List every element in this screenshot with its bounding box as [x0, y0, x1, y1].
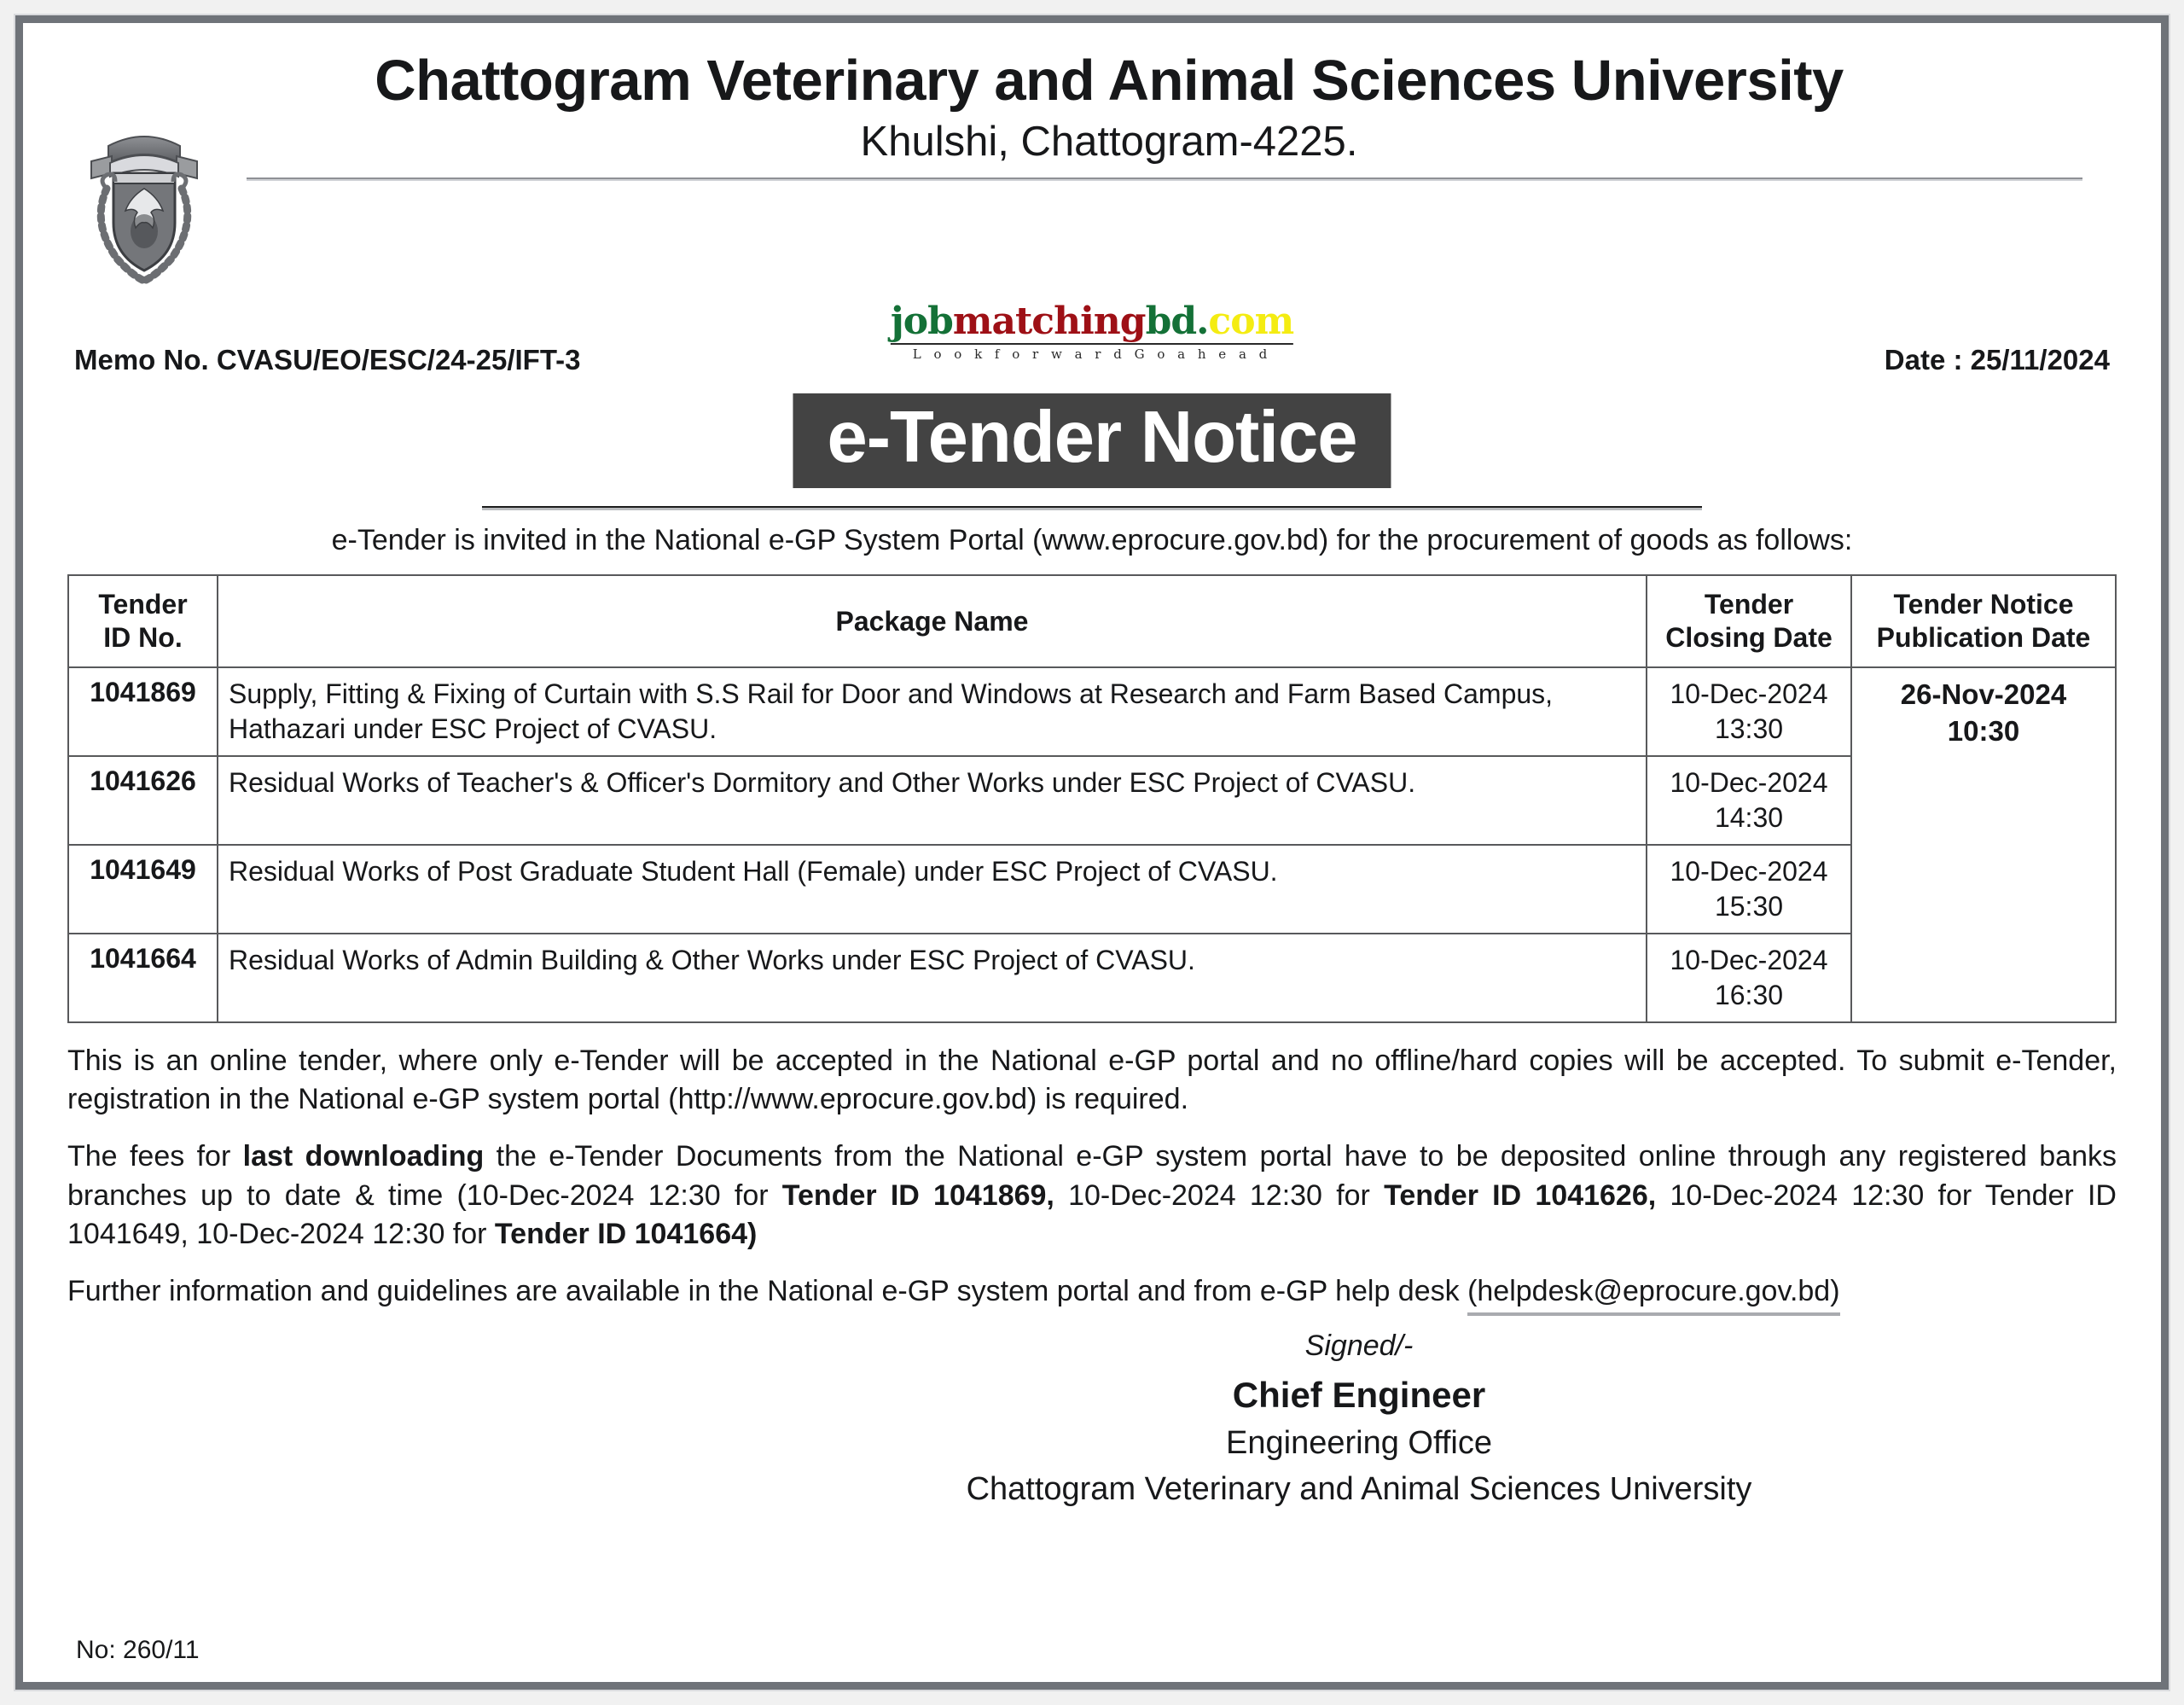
paragraph-fees [67, 1138, 2117, 1254]
cell-package-name: Supply, Fitting & Fixing of Curtain with S.S Rail for Door and Windows at Research and Farm Based Campus, Hathazari under ESC Project of CVASU. [218, 667, 1647, 756]
table-row [68, 934, 2116, 1022]
cell-package-name: Residual Works of Post Graduate Student Hall (Female) under ESC Project of CVASU. [218, 845, 1647, 934]
column-header-closing-date [1647, 575, 1851, 667]
watermark-tagline: L o o k f o r w a r d G o a h e a d [891, 343, 1293, 362]
column-header-package-name: Package Name [218, 575, 1647, 667]
notice-banner-wrap [67, 393, 2117, 513]
closing-time-value: 16:30 [1714, 979, 1784, 1010]
cell-closing-date [1647, 667, 1851, 756]
page-title: Chattogram Veterinary and Animal Sciences University [375, 49, 1844, 113]
header-line-2: Closing Date [1665, 622, 1833, 654]
signatory-office: Engineering Office [1226, 1425, 1492, 1462]
closing-time-value: 14:30 [1714, 802, 1784, 834]
watermark-part-matching: matching [952, 300, 1146, 343]
cell-package-name: Residual Works of Admin Building & Other Works under ESC Project of CVASU. [218, 934, 1647, 1022]
fees-bold-tender-id-1041626: Tender ID 1041626, [1384, 1178, 1657, 1212]
cell-package-name: Residual Works of Teacher's & Officer's Dormitory and Other Works under ESC Project of CVASU. [218, 756, 1647, 845]
header-divider [247, 177, 2082, 181]
table-row [68, 667, 2116, 756]
cell-tender-id: 1041664 [68, 934, 218, 1022]
university-address: Khulshi, Chattogram-4225. [860, 119, 1358, 166]
header-line-2: ID No. [103, 622, 183, 654]
watermark-part-bd: bd. [1145, 300, 1209, 343]
header-line-1: Tender [1704, 589, 1794, 620]
fees-text-4: 10-Dec-2024 12:30 for Tender ID 1041649, 10-Dec-2024 12:30 for [67, 1178, 2117, 1250]
further-info-text: Further information and guidelines are available in the National e-GP system portal and from e-GP help desk [67, 1274, 1468, 1307]
fees-text-1: The fees for [67, 1140, 243, 1173]
watermark-part-job: job [890, 300, 953, 343]
memo-number: Memo No. CVASU/EO/ESC/24-25/IFT-3 [74, 344, 581, 375]
banner-underline [482, 506, 1702, 510]
intro-paragraph: e-Tender is invited in the National e-GP System Portal (www.eprocure.gov.bd) for the procurement of goods as follows: [331, 524, 1853, 556]
fees-bold-tender-id-1041869: Tender ID 1041869, [781, 1178, 1054, 1212]
signed-label: Signed/- [1304, 1330, 1414, 1363]
closing-time-value: 13:30 [1714, 713, 1784, 745]
closing-date-value: 10-Dec-2024 [1670, 944, 1828, 975]
signatory-title: Chief Engineer [1232, 1374, 1486, 1415]
header-line-1: Tender Notice [1893, 589, 2074, 620]
cell-tender-id: 1041869 [68, 667, 218, 756]
closing-date-value: 10-Dec-2024 [1670, 767, 1828, 799]
signature-block [67, 1328, 2117, 1510]
header-titles [67, 50, 2117, 166]
cell-closing-date [1647, 756, 1851, 845]
signatory-institution: Chattogram Veterinary and Animal Sciences University [966, 1470, 1752, 1507]
notice-title-banner: e-Tender Notice [793, 393, 1391, 488]
paragraph-further-info [67, 1272, 2117, 1316]
table-row [68, 756, 2116, 845]
closing-date-value: 10-Dec-2024 [1670, 678, 1828, 710]
fees-text-3: 10-Dec-2024 12:30 for [1054, 1178, 1385, 1212]
cell-closing-date [1647, 845, 1851, 934]
university-crest-icon [76, 120, 212, 291]
header-line-2: Publication Date [1876, 622, 2091, 654]
document-body [28, 28, 2156, 1677]
table-row [68, 845, 2116, 934]
column-header-publication-date [1851, 575, 2116, 667]
watermark-logo [890, 300, 1294, 362]
fees-bold-tender-id-1041664: Tender ID 1041664) [494, 1217, 758, 1250]
fees-text-2: the e-Tender Documents from the National e-GP system portal have to be deposited online through any registered banks branches up to date & time (10-Dec-2024 12:30 for [67, 1140, 2117, 1212]
table-header-row [68, 575, 2116, 667]
watermark-text [890, 300, 1294, 343]
publication-date-value: 26-Nov-2024 [1900, 678, 2067, 711]
cell-tender-id: 1041649 [68, 845, 218, 934]
publication-time-value: 10:30 [1947, 715, 2020, 748]
footer-number: No: 260/11 [76, 1636, 200, 1664]
tender-table [67, 574, 2117, 1023]
watermark-part-com: com [1208, 300, 1294, 343]
document-border-outer [15, 15, 2169, 1690]
closing-date-value: 10-Dec-2024 [1670, 856, 1828, 887]
cell-closing-date [1647, 934, 1851, 1022]
memo-date: Date : 25/11/2024 [1884, 344, 2110, 375]
cell-tender-id: 1041626 [68, 756, 218, 845]
column-header-tender-id [68, 575, 218, 667]
header-line-1: Tender [98, 589, 188, 620]
helpdesk-email: (helpdesk@eprocure.gov.bd) [1467, 1272, 1839, 1316]
cell-publication-date [1851, 667, 2116, 1022]
fees-bold-last-downloading: last downloading [242, 1140, 485, 1173]
closing-time-value: 15:30 [1714, 891, 1784, 922]
paragraph-online-tender: This is an online tender, where only e-Tender will be accepted in the National e-GP portal and no offline/hard copies will be accepted. To submit e-Tender, registration in the National e-GP system portal (http://www.eprocure.gov.bd) is required. [67, 1044, 2117, 1116]
